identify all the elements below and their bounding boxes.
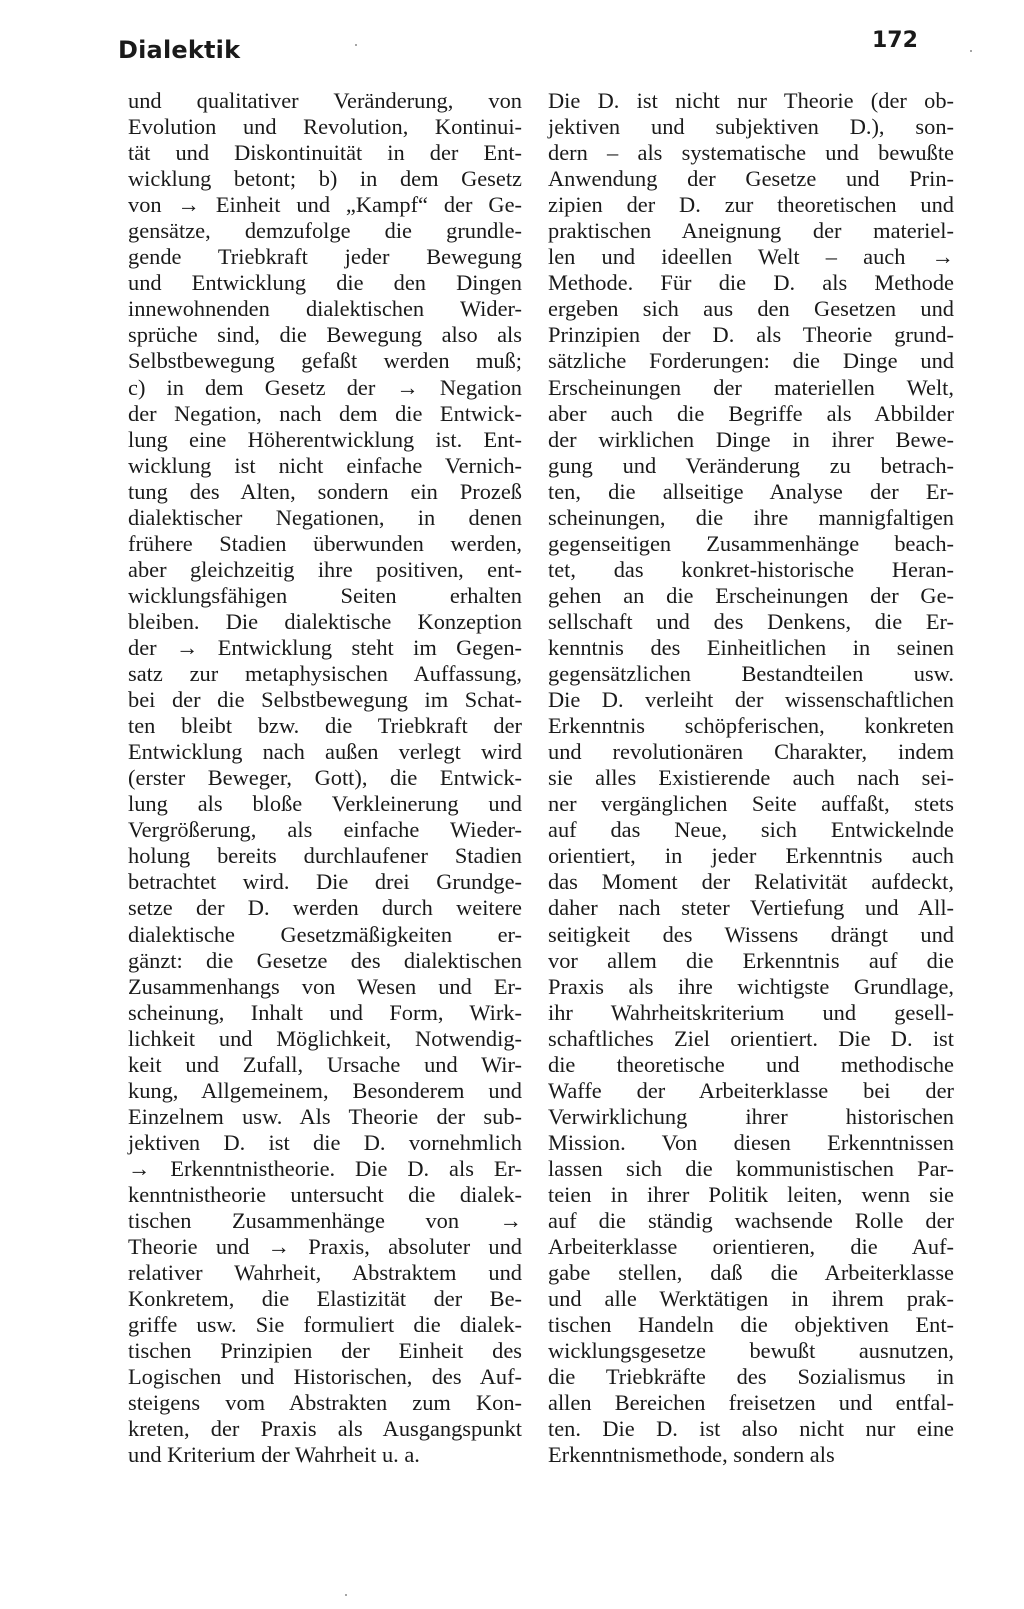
text-line: tät und Diskontinuität in der Ent- <box>128 140 522 166</box>
text-line: (erster Beweger, Gott), die Entwick- <box>128 765 522 791</box>
text-line: scheinung, Inhalt und Form, Wirk- <box>128 999 522 1025</box>
text-line: Methode. Für die D. als Methode <box>548 270 954 296</box>
text-line: daher nach steter Vertiefung und All- <box>548 895 954 921</box>
text-line: ihr Wahrheitskriterium und gesell- <box>548 999 954 1025</box>
text-line: tischen Handeln die objektiven Ent- <box>548 1312 954 1338</box>
text-line: allen Bereichen freisetzen und entfal- <box>548 1390 954 1416</box>
text-line: zipien der D. zur theoretischen und <box>548 192 954 218</box>
page-number: 172 <box>872 28 918 53</box>
text-line: tischen Prinzipien der Einheit des <box>128 1338 522 1364</box>
text-line: teien in ihrer Politik leiten, wenn sie <box>548 1181 954 1207</box>
text-line: wicklungsgesetze bewußt ausnutzen, <box>548 1338 954 1364</box>
text-line: lung eine Höherentwicklung ist. Ent- <box>128 426 522 452</box>
text-line: tung des Alten, sondern ein Prozeß <box>128 478 522 504</box>
text-line: und alle Werktätigen in ihrem prak- <box>548 1286 954 1312</box>
text-line: Selbstbewegung gefaßt werden muß; <box>128 348 522 374</box>
text-line: gegenseitigen Zusammenhänge beach- <box>548 530 954 556</box>
text-line: und Entwicklung die den Dingen <box>128 270 522 296</box>
text-line: Mission. Von diesen Erkenntnissen <box>548 1129 954 1155</box>
text-line: innewohnenden dialektischen Wider- <box>128 296 522 322</box>
text-line: kreten, der Praxis als Ausgangspunkt <box>128 1416 522 1442</box>
text-line: betrachtet wird. Die drei Grundge- <box>128 869 522 895</box>
text-line: keit und Zufall, Ursache und Wir- <box>128 1051 522 1077</box>
text-line: Entwicklung nach außen verlegt wird <box>128 739 522 765</box>
text-line: kenntnis des Einheitlichen in seinen <box>548 634 954 660</box>
text-line: Theorie und → Praxis, absoluter und <box>128 1234 522 1260</box>
text-line: Evolution und Revolution, Kontinui- <box>128 114 522 140</box>
text-line: gensätze, demzufolge die grundle- <box>128 218 522 244</box>
text-line: von → Einheit und „Kampf“ der Ge- <box>128 192 522 218</box>
text-line: lassen sich die kommunistischen Par- <box>548 1155 954 1181</box>
text-line: orientiert, in jeder Erkenntnis auch <box>548 843 954 869</box>
text-line: holung bereits durchlaufener Stadien <box>128 843 522 869</box>
text-line: auf die ständig wachsende Rolle der <box>548 1208 954 1234</box>
text-line: wicklung betont; b) in dem Gesetz <box>128 166 522 192</box>
text-line: gende Triebkraft jeder Bewegung <box>128 244 522 270</box>
text-line: Die D. ist nicht nur Theorie (der ob- <box>548 88 954 113</box>
text-line: auf das Neue, sich Entwickelnde <box>548 817 954 843</box>
text-line: Erkenntnis schöpferischen, konkreten <box>548 713 954 739</box>
scan-speck <box>345 1594 347 1596</box>
text-line: schaftliches Ziel orientiert. Die D. ist <box>548 1025 954 1051</box>
text-line: gabe stellen, daß die Arbeiterklasse <box>548 1260 954 1286</box>
running-header-title: Dialektik <box>118 36 241 64</box>
text-line: ten. Die D. ist also nicht nur eine <box>548 1416 954 1442</box>
text-line: tet, das konkret-historische Heran- <box>548 556 954 582</box>
text-line: ten bleibt bzw. die Triebkraft der <box>128 713 522 739</box>
text-line: der → Entwicklung steht im Gegen- <box>128 634 522 660</box>
text-column-right <box>548 88 954 1468</box>
text-line: Prinzipien der D. als Theorie grund- <box>548 322 954 348</box>
text-line: sätzliche Forderungen: die Dinge und <box>548 348 954 374</box>
text-line: Praxis als ihre wichtigste Grundlage, <box>548 973 954 999</box>
text-line: wicklung ist nicht einfache Vernich- <box>128 452 522 478</box>
text-line: Einzelnem usw. Als Theorie der sub- <box>128 1103 522 1129</box>
text-line: und qualitativer Veränderung, von <box>128 88 522 113</box>
text-line: len und ideellen Welt – auch → <box>548 244 954 270</box>
scan-speck <box>355 44 357 46</box>
text-line: und Kriterium der Wahrheit u. a. <box>128 1442 420 1468</box>
text-line: ner vergänglichen Seite auffaßt, stets <box>548 791 954 817</box>
text-line: frühere Stadien überwunden werden, <box>128 530 522 556</box>
text-line: die theoretische und methodische <box>548 1051 954 1077</box>
text-line: lichkeit und Möglichkeit, Notwendig- <box>128 1025 522 1051</box>
text-line: gegensätzlichen Bestandteilen usw. <box>548 661 954 687</box>
text-line: satz zur metaphysischen Auffassung, <box>128 661 522 687</box>
text-line: sprüche sind, die Bewegung also als <box>128 322 522 348</box>
text-line: dialektischer Negationen, in denen <box>128 504 522 530</box>
text-line: setze der D. werden durch weitere <box>128 895 522 921</box>
text-line: sellschaft und des Denkens, die Er- <box>548 608 954 634</box>
text-line: praktischen Aneignung der materiel- <box>548 218 954 244</box>
text-line: kenntnistheorie untersucht die dialek- <box>128 1181 522 1207</box>
text-line: griffe usw. Sie formuliert die dialek- <box>128 1312 522 1338</box>
text-line: wicklungsfähigen Seiten erhalten <box>128 582 522 608</box>
text-line: aber auch die Begriffe als Abbilder <box>548 400 954 426</box>
text-line: dialektische Gesetzmäßigkeiten er- <box>128 921 522 947</box>
text-line: gehen an die Erscheinungen der Ge- <box>548 582 954 608</box>
text-line: kung, Allgemeinem, Besonderem und <box>128 1077 522 1103</box>
text-line: c) in dem Gesetz der → Negation <box>128 374 522 400</box>
text-line: lung als bloße Verkleinerung und <box>128 791 522 817</box>
text-line: → Erkenntnistheorie. Die D. als Er- <box>128 1155 522 1181</box>
text-line: Arbeiterklasse orientieren, die Auf- <box>548 1234 954 1260</box>
text-line: das Moment der Relativität aufdeckt, <box>548 869 954 895</box>
text-line: Anwendung der Gesetze und Prin- <box>548 166 954 192</box>
text-line: seitigkeit des Wissens drängt und <box>548 921 954 947</box>
text-line: und revolutionären Charakter, indem <box>548 739 954 765</box>
text-line: scheinungen, die ihre mannigfaltigen <box>548 504 954 530</box>
text-line: Erkenntnismethode, sondern als <box>548 1442 835 1468</box>
text-line: Logischen und Historischen, des Auf- <box>128 1364 522 1390</box>
text-line: ergeben sich aus den Gesetzen und <box>548 296 954 322</box>
text-line: Waffe der Arbeiterklasse bei der <box>548 1077 954 1103</box>
text-line: Konkretem, die Elastizität der Be- <box>128 1286 522 1312</box>
text-line: aber gleichzeitig ihre positiven, ent- <box>128 556 522 582</box>
text-line: relativer Wahrheit, Abstraktem und <box>128 1260 522 1286</box>
text-line: steigens vom Abstrakten zum Kon- <box>128 1390 522 1416</box>
text-line: gänzt: die Gesetze des dialektischen <box>128 947 522 973</box>
text-line: Zusammenhangs von Wesen und Er- <box>128 973 522 999</box>
text-line: ten, die allseitige Analyse der Er- <box>548 478 954 504</box>
text-line: Verwirklichung ihrer historischen <box>548 1103 954 1129</box>
text-line: der Negation, nach dem die Entwick- <box>128 400 522 426</box>
text-line: die Triebkräfte des Sozialismus in <box>548 1364 954 1390</box>
text-line: gung und Veränderung zu betrach- <box>548 452 954 478</box>
text-line: sie alles Existierende auch nach sei- <box>548 765 954 791</box>
text-line: jektiven und subjektiven D.), son- <box>548 114 954 140</box>
text-column-left <box>128 88 522 1468</box>
text-line: der wirklichen Dinge in ihrer Bewe- <box>548 426 954 452</box>
text-line: Die D. verleiht der wissenschaftlichen <box>548 687 954 713</box>
text-line: Vergrößerung, als einfache Wieder- <box>128 817 522 843</box>
text-line: bleiben. Die dialektische Konzeption <box>128 608 522 634</box>
text-line: dern – als systematische und bewußte <box>548 140 954 166</box>
text-line: tischen Zusammenhänge von → <box>128 1208 522 1234</box>
text-line: vor allem die Erkenntnis auf die <box>548 947 954 973</box>
text-line: Erscheinungen der materiellen Welt, <box>548 374 954 400</box>
scan-speck <box>970 50 972 52</box>
text-line: bei der die Selbstbewegung im Schat- <box>128 687 522 713</box>
text-line: jektiven D. ist die D. vornehmlich <box>128 1129 522 1155</box>
